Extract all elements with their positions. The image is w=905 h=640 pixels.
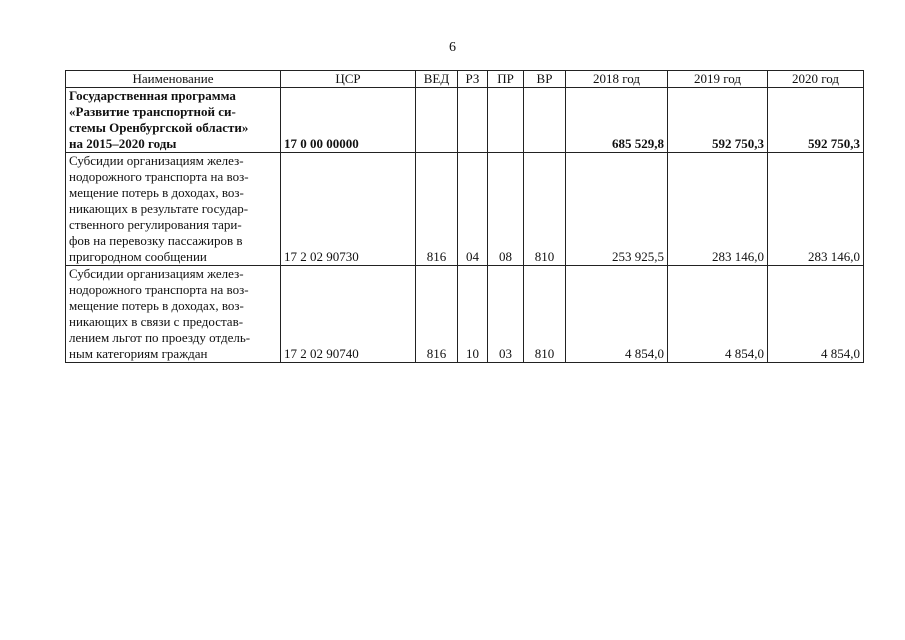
header-pr: ПР (488, 71, 524, 88)
name-line: лением льгот по проезду отдель- (69, 330, 251, 345)
table-row (66, 153, 864, 266)
page-number: 6 (449, 40, 456, 55)
name-line: нодорожного транспорта на воз- (69, 169, 249, 184)
name-line: Государственная программа (69, 88, 236, 103)
name-line: ственного регулирования тари- (69, 217, 242, 232)
row-ved: 816 (416, 266, 458, 363)
row-2018: 4 854,0 (566, 266, 668, 363)
table-row (66, 88, 864, 153)
name-line: на 2015–2020 годы (69, 136, 177, 151)
row-2020: 592 750,3 (768, 88, 864, 153)
row-ved: 816 (416, 153, 458, 266)
row-csr: 17 2 02 90740 (281, 266, 416, 363)
name-line: никающих в связи с предостав- (69, 314, 244, 329)
header-row (66, 71, 864, 88)
header-rz: РЗ (458, 71, 488, 88)
name-line: Субсидии организациям желез- (69, 266, 244, 281)
row-2019: 283 146,0 (668, 153, 768, 266)
name-line: мещение потерь в доходах, воз- (69, 298, 244, 313)
row-name (66, 153, 281, 266)
header-2019: 2019 год (668, 71, 768, 88)
row-vr (524, 88, 566, 153)
header-name: Наименование (66, 71, 281, 88)
row-rz: 04 (458, 153, 488, 266)
name-line: ным категориям граждан (69, 346, 208, 361)
name-line: фов на перевозку пассажиров в (69, 233, 243, 248)
name-line: пригородном сообщении (69, 249, 207, 264)
name-line: никающих в результате государ- (69, 201, 249, 216)
header-2018: 2018 год (566, 71, 668, 88)
row-pr: 03 (488, 266, 524, 363)
row-ved (416, 88, 458, 153)
header-2020: 2020 год (768, 71, 864, 88)
table-row (66, 266, 864, 363)
name-line: мещение потерь в доходах, воз- (69, 185, 244, 200)
row-vr: 810 (524, 266, 566, 363)
row-2019: 592 750,3 (668, 88, 768, 153)
budget-table (65, 70, 864, 363)
row-csr: 17 0 00 00000 (281, 88, 416, 153)
name-line: нодорожного транспорта на воз- (69, 282, 249, 297)
name-line: Субсидии организациям желез- (69, 153, 244, 168)
row-pr (488, 88, 524, 153)
row-2020: 283 146,0 (768, 153, 864, 266)
row-2018: 685 529,8 (566, 88, 668, 153)
row-name (66, 88, 281, 153)
row-csr: 17 2 02 90730 (281, 153, 416, 266)
row-2019: 4 854,0 (668, 266, 768, 363)
row-rz: 10 (458, 266, 488, 363)
name-line: «Развитие транспортной си- (69, 104, 236, 119)
header-ved: ВЕД (416, 71, 458, 88)
name-line: стемы Оренбургской области» (69, 120, 249, 135)
row-rz (458, 88, 488, 153)
header-csr: ЦСР (281, 71, 416, 88)
row-2020: 4 854,0 (768, 266, 864, 363)
row-pr: 08 (488, 153, 524, 266)
row-2018: 253 925,5 (566, 153, 668, 266)
row-vr: 810 (524, 153, 566, 266)
row-name (66, 266, 281, 363)
header-vr: ВР (524, 71, 566, 88)
